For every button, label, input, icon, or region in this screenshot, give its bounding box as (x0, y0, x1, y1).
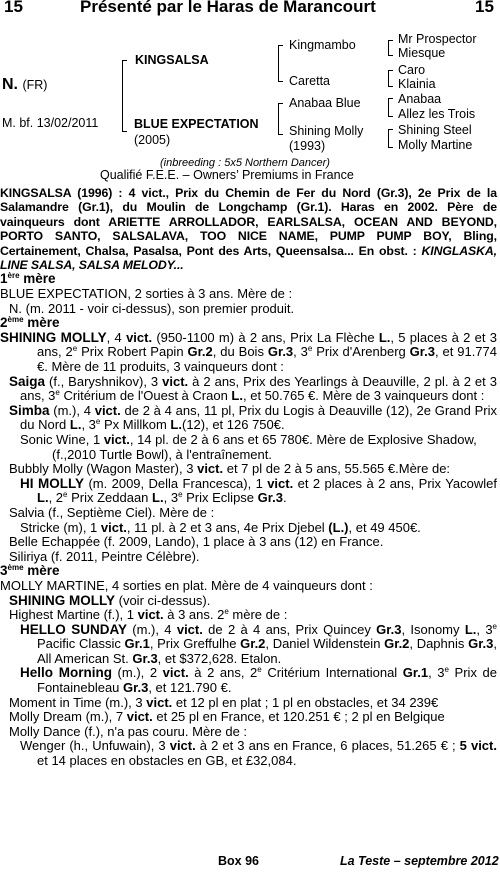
t1: , 4 (106, 329, 127, 345)
t6: e (72, 344, 78, 354)
t58: Highest Martine (f.), 1 (9, 607, 138, 623)
t99: Wenger (h., Unfuwain), 3 (20, 738, 170, 754)
t49: Gr.3 (257, 490, 283, 506)
t55: , et 49 450€. (348, 519, 421, 535)
t11: , 3 (293, 344, 308, 360)
t3: (950-1100 m) à 2 ans, Prix La Flèche (152, 329, 379, 345)
t67: , Isonomy (401, 621, 465, 637)
simba-paragraph (0, 404, 497, 433)
t2: vict. (126, 329, 153, 345)
t74: Gr.2 (240, 636, 266, 652)
ancestor-g3-5: Anabaa (398, 92, 442, 106)
t77: , Daphnis (409, 636, 469, 652)
hello-sunday-paragraph (0, 623, 497, 667)
t75: , Daniel Wildenstein (265, 636, 385, 652)
t41: L. (37, 490, 49, 506)
shining-molly-reference (0, 594, 497, 609)
t102: 5 vict. (459, 738, 497, 754)
molly-dream-paragraph (0, 710, 497, 725)
t21: L. (231, 388, 243, 404)
dam-dam-year: (1993) (289, 139, 326, 153)
t36: vict. (197, 461, 224, 477)
sire-paragraph-obstacle-progeny: KINGLASKA, LINE SALSA, SALSA MELODY... (0, 243, 497, 273)
t23: (m.), 4 (49, 402, 95, 418)
t50: . (282, 490, 287, 506)
t45: L. (152, 490, 164, 506)
ancestor-g3-8: Molly Martine (398, 138, 473, 152)
t9: , du Bois (212, 344, 268, 360)
hi-molly-paragraph (0, 477, 497, 506)
saiga-paragraph (0, 375, 497, 404)
t34: , 14 pl. de 2 à 6 ans et 65 780€. Mère de Explosive Shadow, (f.,2010 Turtle Bowl), à l'entraînement. (52, 431, 477, 462)
t4: L. (378, 329, 391, 345)
t28: e (95, 417, 101, 427)
t51: Stricke (m), 1 (20, 519, 101, 535)
ancestor-g3-2: Miesque (398, 46, 446, 60)
third-dam-word: mère (27, 563, 60, 579)
highest-martine-paragraph (0, 608, 497, 623)
horse-name-block (2, 78, 47, 93)
dam-dam: Shining Molly (289, 124, 364, 138)
t25: de 2 à 4 ans, 11 pl, Prix du Logis à Deauville (12), 2e Grand Prix du Nord (20, 402, 498, 433)
bracket-gen3-2 (388, 70, 393, 87)
t18: à 2 ans, Prix des Yearlings à Deauville, 2 pl. à 2 et 3 ans, 3 (20, 373, 497, 404)
third-dam-suffix: ème (7, 563, 24, 573)
t38: (m. 2009, Della Francesca), 1 (84, 475, 268, 491)
t30: L. (170, 417, 182, 433)
ancestor-g3-3: Caro (398, 63, 426, 77)
page-title: Présenté par le Haras de Marancourt (80, 0, 376, 16)
t100: vict. (169, 738, 196, 754)
horse-hello-morning: Hello Morning (20, 665, 112, 681)
sonic-wine-paragraph (0, 433, 497, 462)
t24: vict. (94, 402, 121, 418)
horse-saiga: Saiga (9, 373, 46, 389)
stricke-paragraph (0, 521, 497, 536)
t13: Prix d'Arenberg (312, 344, 410, 360)
t12: e (307, 344, 313, 354)
t47: e (178, 490, 183, 500)
t46: , 3 (163, 490, 179, 506)
second-dam-number: 2 (0, 315, 8, 331)
t87: Gr.1 (402, 665, 429, 681)
t90: Prix de Fontainebleau (37, 665, 497, 696)
t80: Gr.3 (132, 650, 158, 666)
bracket-gen1 (122, 60, 127, 132)
t16: (f., Baryshnikov), 3 (45, 373, 163, 389)
horse-shining-molly: SHINING MOLLY (0, 329, 107, 345)
bubbly-molly-paragraph (0, 462, 497, 477)
t56: SHINING MOLLY (9, 592, 116, 608)
t64: vict. (176, 621, 203, 637)
horse-origin: (FR) (22, 78, 48, 92)
lot-number-left: 15 (4, 0, 23, 16)
sire-paragraph (0, 186, 497, 272)
t78: Gr.3 (468, 636, 494, 652)
dam-sire: Anabaa Blue (289, 96, 361, 110)
t37: et 7 pl de 2 à 5 ans, 55.565 €.Mère de: (223, 461, 451, 477)
t7: Prix Robert Papin (77, 344, 188, 360)
t73: , Prix Greffulhe (149, 636, 241, 652)
t48: Prix Eclipse (182, 490, 258, 506)
qualification-note: Qualifié F.E.E. – Owners’ Premiums in France (100, 168, 354, 182)
shining-molly-paragraph (0, 331, 497, 375)
t29: Px Millkom (100, 417, 171, 433)
t94: vict. (146, 694, 173, 710)
t101: à 2 et 3 ans en France, 6 places, 51.265 € ; (195, 738, 460, 754)
bracket-gen3-3 (388, 98, 393, 117)
t62: mère de : (228, 607, 288, 623)
t20: Critérium de l'Ouest à Craon (59, 388, 232, 404)
horse-hello-sunday: HELLO SUNDAY (20, 621, 127, 637)
t39: vict. (267, 475, 294, 491)
second-dam-word: mère (27, 315, 60, 331)
t15: , et 91.774 €. Mère de 11 produits, 3 vainqueurs dont : (37, 344, 497, 374)
third-dam-heading (0, 564, 497, 579)
t83: vict. (162, 665, 189, 681)
inbreeding-note: (inbreeding : 5x5 Northern Dancer) (160, 157, 330, 169)
t19: e (55, 388, 60, 398)
t40: et 2 places à 2 ans, Prix Yacowlef (293, 475, 497, 491)
t32: Sonic Wine, 1 (20, 431, 104, 447)
t42: , 2 (48, 490, 64, 506)
moment-in-time-paragraph (0, 696, 497, 711)
first-dam-number: 1 (0, 271, 8, 287)
t54: (L.) (328, 519, 349, 535)
first-dam-word: mère (23, 271, 56, 287)
t86: Critérium International (261, 665, 403, 681)
wenger-paragraph (0, 739, 497, 768)
first-dam-text: BLUE EXPECTATION, 2 sorties à 3 ans. Mère de : (0, 286, 293, 302)
t71: Pacific Classic (37, 636, 125, 652)
ancestor-g3-7: Shining Steel (398, 123, 472, 137)
sire-name: KINGSALSA (135, 53, 209, 67)
t5: , 5 places à 2 et 3 ans, 2 (37, 329, 497, 360)
t103: et 14 places en obstacles en GB, et £32,084. (37, 753, 297, 769)
second-dam-suffix: ème (7, 315, 24, 325)
t31: (12), et 126 750€. (181, 417, 285, 433)
t53: , 11 pl. à 2 et 3 ans, 4e Prix Djebel (126, 519, 329, 535)
t89: e (444, 665, 449, 675)
t52: vict. (100, 519, 127, 535)
t84: à 2 ans, 2 (188, 665, 258, 681)
horse-description: M. bf. 13/02/2011 (2, 116, 99, 130)
t68: L. (464, 621, 477, 637)
third-dam-text: MOLLY MARTINE, 4 sorties en plat. Mère de 4 vainqueurs dont : (0, 577, 373, 593)
t27: , 3 (81, 417, 96, 433)
lot-number-right: 15 (475, 0, 494, 16)
t17: vict. (162, 373, 189, 389)
t91: Gr.3 (123, 680, 149, 696)
t44: Prix Zeddaan (67, 490, 153, 506)
box-number: Box 96 (218, 854, 259, 868)
first-dam-heading (0, 272, 497, 287)
horse-hi-molly: HI MOLLY (20, 475, 85, 491)
t76: Gr.2 (384, 636, 410, 652)
t66: Gr.3 (376, 621, 402, 637)
t72: Gr.1 (124, 636, 150, 652)
t26: L. (69, 417, 82, 433)
t82: (m.), 2 (111, 665, 163, 681)
t59: vict. (137, 607, 164, 623)
t61: e (224, 607, 229, 617)
t63: (m.), 4 (126, 621, 177, 637)
t97: vict. (126, 709, 153, 725)
t60: à 3 ans. 2 (163, 607, 225, 623)
t88: , 3 (428, 665, 445, 681)
salvia-paragraph: Salvia (f., Septième Ciel). Mère de : (9, 504, 215, 520)
bracket-gen2-sire (278, 45, 283, 82)
t70: e (492, 621, 497, 631)
first-dam-suffix: ère (7, 271, 20, 281)
ancestor-g3-4: Klainia (398, 77, 436, 91)
molly-dance-paragraph: Molly Dance (f.), n'a pas couru. Mère de : (9, 723, 248, 739)
t95: et 12 pl en plat ; 1 pl en obstacles, et 34 239€ (172, 694, 439, 710)
t8: Gr.2 (187, 344, 213, 360)
bracket-gen3-4 (388, 129, 393, 148)
bracket-gen3-1 (388, 40, 393, 56)
t65: de 2 à 4 ans, Prix Quincey (202, 621, 377, 637)
horse-simba: Simba (9, 402, 50, 418)
sire-dam: Caretta (289, 74, 330, 88)
t35: Bubbly Molly (Wagon Master), 3 (9, 461, 198, 477)
ancestor-g3-1: Mr Prospector (398, 32, 477, 46)
t98: et 25 pl en France, et 120.251 € ; 2 pl en Belgique (152, 709, 445, 725)
t57: (voir ci-dessus). (115, 592, 211, 608)
t22: , et 50.765 €. Mère de 3 vainqueurs dont : (242, 388, 485, 404)
t81: , et $372,628. Etalon. (157, 650, 282, 666)
belle-echappee-paragraph: Belle Echappée (f. 2009, Lando), 1 place à 3 ans (12) en France. (9, 534, 384, 550)
siliriya-paragraph: Siliriya (f. 2011, Peintre Célèbre). (9, 548, 200, 564)
ancestor-g3-6: Allez les Trois (398, 107, 476, 121)
hello-morning-paragraph (0, 666, 497, 695)
t10: Gr.3 (267, 344, 294, 360)
third-dam-number: 3 (0, 563, 8, 579)
dam-year: (2005) (134, 133, 171, 147)
t92: , et 121.790 €. (148, 680, 232, 696)
second-dam-heading (0, 316, 497, 331)
t85: e (257, 665, 262, 675)
horse-name: N. (2, 76, 18, 93)
bracket-gen2-dam (278, 103, 283, 135)
t43: e (63, 490, 68, 500)
t79: , All American St. (37, 636, 497, 666)
t33: vict. (103, 431, 130, 447)
sire-paragraph-text: KINGSALSA (1996) : 4 vict., Prix du Chemin de Fer du Nord (Gr.3), 2e Prix de la Salamandre (Gr.1), du Moulin de Longchamp (Gr.1). Haras en 2002. Père de vainqueurs dont ARIETTE ARROLLADOR, EARLSALSA, OCEAN AND BEYOND, PORTO SANTO, SALSALAVA, TOO NICE NAME, PUMP PUMP BOY, Bling, Certainement, Chalsa, Pasalsa, Pont des Arts, Queensalsa... En obst. : (0, 186, 497, 258)
dam-name: BLUE EXPECTATION (134, 117, 259, 131)
sale-name: La Teste – septembre 2012 (340, 854, 499, 868)
t14: Gr.3 (409, 344, 435, 360)
t93: Moment in Time (m.), 3 (9, 694, 147, 710)
first-dam-produce: N. (m. 2011 - voir ci-dessus), son premier produit. (9, 300, 295, 316)
catalogue-body (0, 186, 497, 769)
t96: Molly Dream (m.), 7 (9, 709, 127, 725)
t69: , 3 (476, 621, 493, 637)
sire-sire: Kingmambo (289, 38, 356, 52)
